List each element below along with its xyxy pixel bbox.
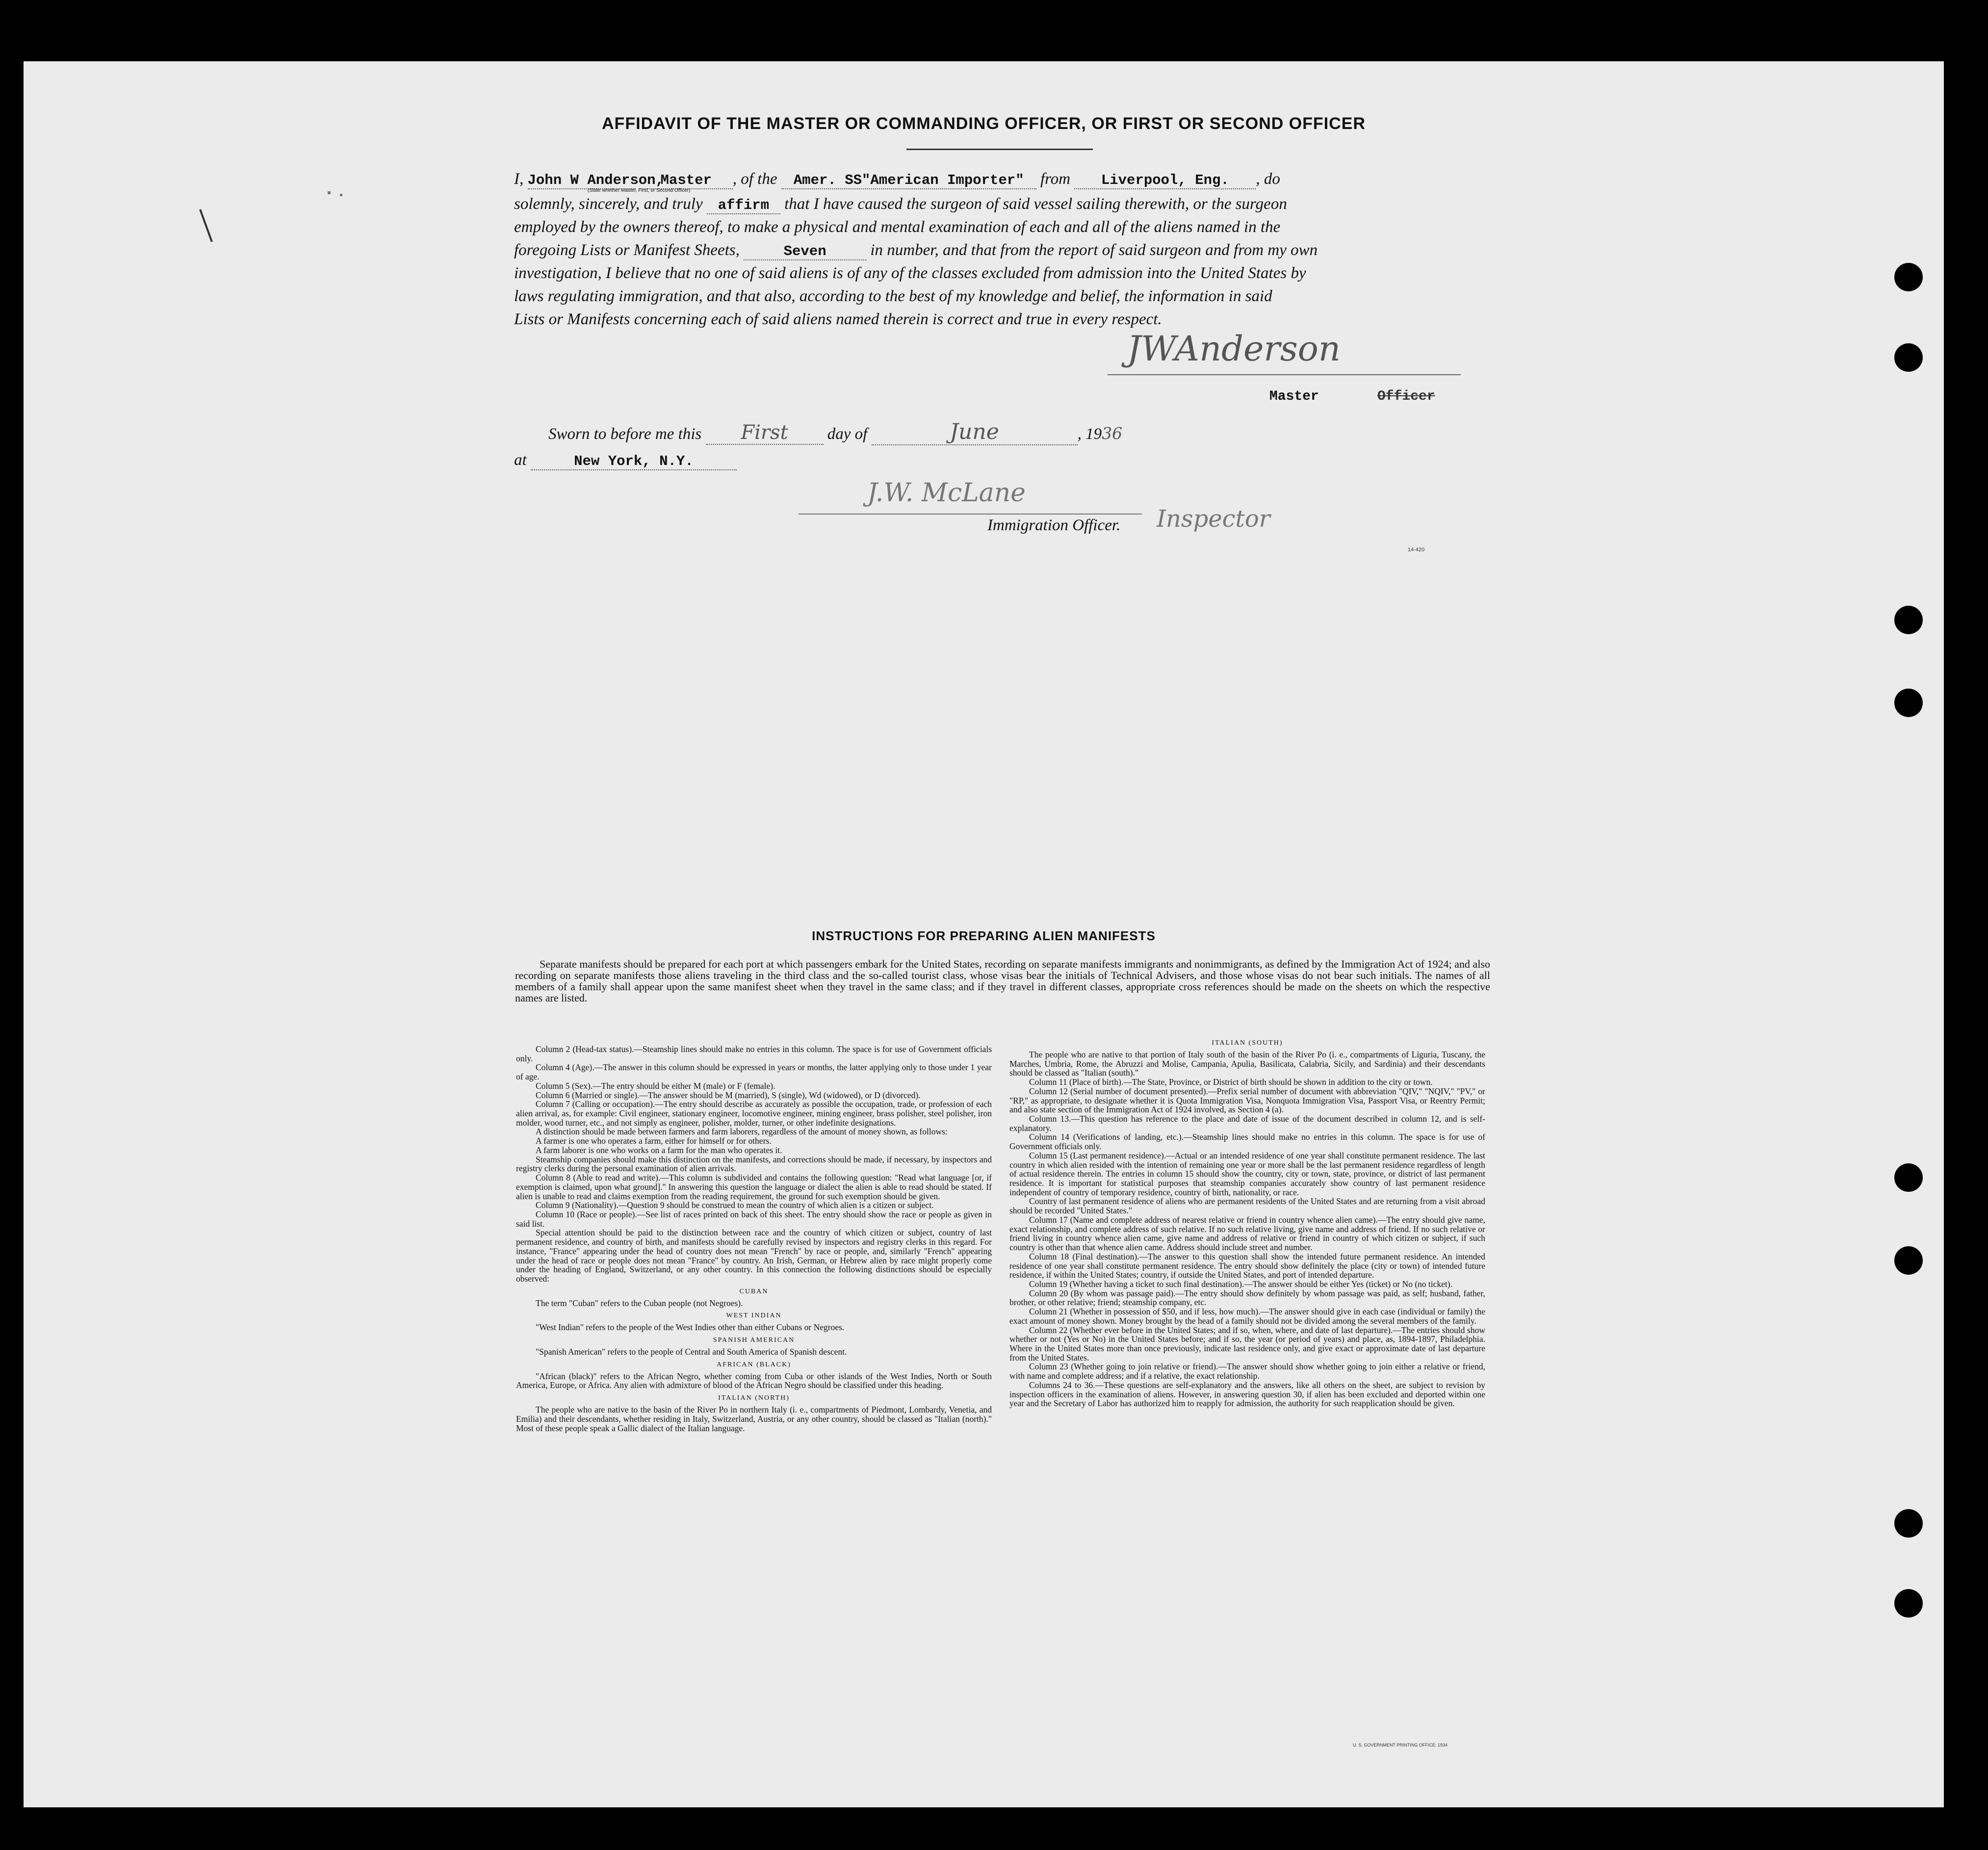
scratch-mark (199, 209, 213, 242)
binder-hole (1894, 689, 1923, 717)
instruction-paragraph: A farmer is one who operates a farm, either for himself or for others. (536, 1136, 772, 1146)
affidavit-line-5: investigation, I believe that no one of said aliens is of any of the classes excluded from admission into the United States by (514, 264, 1306, 282)
text-i: I, (514, 170, 524, 188)
speck (328, 191, 331, 194)
race-heading: WEST INDIAN (726, 1312, 782, 1320)
vessel-field: Amer. SS"American Importer" (781, 172, 1036, 189)
race-heading: ITALIAN (NORTH) (718, 1394, 790, 1402)
instruction-paragraph: Column 11 (Place of birth).—The State, Province, or District of birth should be shown in addition to the city or town. (1029, 1077, 1433, 1087)
binder-hole (1894, 1246, 1923, 1275)
instruction-paragraph: Column 13.—This question has reference to the place and date of issue of the document described in column 12, and is self-explanatory. (1009, 1114, 1485, 1133)
form-code: 14-420 (1408, 547, 1425, 553)
race-heading: CUBAN (739, 1287, 769, 1295)
race-heading: ITALIAN (SOUTH) (1212, 1039, 1283, 1047)
sworn-day-field: First (706, 421, 824, 445)
instruction-paragraph: The people who are native to that portion of Italy south of the basin of the River Po (i. e., compartments of Liguria, Tuscany, the Marches, Umbria, Rome, the Abruzzi and Molise, Campania, Apulia, Basilicata, Calabria, Sicily, and Sardinia) and their descendants should be classed as "Italian (south)." (1009, 1049, 1485, 1078)
text-year-prefix: , 19 (1077, 425, 1102, 443)
race-paragraph: "West Indian" refers to the people of the West Indies other than either Cubans or Negroes. (536, 1322, 845, 1333)
instruction-paragraph: Column 5 (Sex).—The entry should be either M (male) or F (female). (536, 1080, 775, 1091)
instruction-paragraph: Column 10 (Race or people).—See list of races printed on back of this sheet. The entry should show the race or people as given in said list. (516, 1209, 992, 1229)
instructions-title: INSTRUCTIONS FOR PREPARING ALIEN MANIFESTS (812, 928, 1156, 943)
signer-title: Master (1269, 389, 1319, 404)
manifest-page (24, 61, 1944, 1807)
master-signature: JWAnderson (1127, 329, 1341, 369)
port-field: Liverpool, Eng. (1074, 172, 1256, 189)
instruction-paragraph: Column 7 (Calling or occupation).—The entry should describe as accurately as possible the occupation, trade, or profession of each alien arrival, as, for example: Civil engineer, stationary engineer, locomotive engineer, mining engineer, brass polisher, steel polisher, iron molder, wood turner, etc., and not simply as engineer, polisher, molder, turner, or other indefinite designations. (516, 1099, 992, 1128)
race-paragraph: "African (black)" refers to the African Negro, whether coming from Cuba or other islands of the West Indies, North or South America, Europe, or Africa. Any alien with admixture of blood of the African Negro should be classified under this heading. (516, 1371, 992, 1390)
instruction-paragraph: Columns 24 to 36.—These questions are self-explanatory and the answers, like all others on the sheet, are subject to revision by inspection officers in the examination of aliens. However, in answering question 30, if alien has been excluded and deported within one year and the Secretary of Labor has authorized him to reapply for admission, the authority for such reapplication should be given. (1009, 1380, 1485, 1409)
instruction-paragraph: Column 9 (Nationality).—Question 9 should be construed to mean the country of which alien is a citizen or subject. (536, 1200, 934, 1210)
instructions-intro: Separate manifests should be prepared for each port at which passengers embark for the United States, recording on separate manifests immigrants and nonimmigrants, as defined by the Immigration Act of 1924; and also recording on separate manifests those aliens traveling in the third class and the so-called tourist class, whose visas bear the initials of Technical Advisers, and those whose visas do not bear such initials. The names of all members of a family shall appear upon the same manifest sheet when they travel in the same class; and if they travel in different classes, appropriate cross references should be made on the sheets on which the respective names are listed. (515, 958, 1490, 1004)
instruction-paragraph: Special attention should be paid to the distinction between race and the country of which citizen or subject, country of last permanent residence, and country of birth, and manifests should be carefully revised by inspectors and registry clerks in this regard. For instance, "France" appearing under the head of country does not mean "French" by race or people, and, similarly "French" appearing under the head of race or people does not mean "France" by country. An Irish, German, or Hebrew alien by race might properly come under the heading of England, Switzerland, or any other country. In this connection the following distinctions should be especially observed: (516, 1228, 992, 1284)
binder-hole (1894, 1509, 1923, 1538)
instruction-paragraph: Column 12 (Serial number of document presented).—Prefix serial number of document with abbreviation "QIV," "NQIV," "PV," or "RP," as appropriate, to designate whether it is Quota Immigration Visa, Nonquota Immigration Visa, Passport Visa, or Reentry Permit; and also state section of the Immigration Act of 1924 involved, as Section 4 (a). (1009, 1086, 1485, 1115)
instruction-paragraph: Country of last permanent residence of aliens who are permanent residents of the United States and are returning from a visit abroad should be recorded "United States." (1009, 1196, 1485, 1216)
place-field: New York, N.Y. (531, 453, 737, 470)
text-at: at (514, 451, 527, 469)
binder-hole (1894, 1589, 1923, 1618)
instruction-paragraph: Column 6 (Married or single).—The answer should be M (married), S (single), Wd (widowed), or D (divorced). (536, 1090, 921, 1100)
instruction-paragraph: Column 8 (Able to read and write).—This column is subdivided and contains the following question: "Read what language [or, if exemption is claimed, upon what ground]." In answering this question the language or dialect the alien is able to read should be stated. If alien is unable to read and claims exemption from the reading requirement, the ground for such exemption should be given. (516, 1173, 992, 1201)
sheets-field: Seven (744, 243, 866, 260)
affidavit-line-4 (514, 241, 1485, 260)
text-day-of: day of (827, 425, 868, 443)
officer-signature: J.W. McLane (867, 478, 1026, 508)
instruction-paragraph: Column 2 (Head-tax status).—Steamship lines should make no entries in this column. The space is for use of Government officials only. (516, 1044, 992, 1063)
affidavit-line-6: laws regulating immigration, and that also, according to the best of my knowledge and belief, the information in said (514, 287, 1272, 305)
binder-hole (1894, 343, 1923, 372)
race-paragraph: The people who are native to the basin of the River Po in northern Italy (i. e., compartments of Piedmont, Lombardy, Venetia, and Emilia) and their descendants, whether residing in Italy, Switzerland, Austria, or any other country, should be classed as "Italian (north)." Most of these people speak a Gallic dialect of the Italian language. (516, 1405, 992, 1433)
instruction-paragraph: Column 15 (Last permanent residence).—Actual or an intended residence of one year shall constitute permanent residence. The last country in which alien resided with the intention of remaining one year or more shall be the last permanent residence regardless of length of actual residence therein. The entries in column 15 should show the country, city or town, state, province, or district of last permanent residence. It is important for statistical purposes that steamship companies accurately show country of last permanent residence independent of country of temporary residence, country of birth, nationality, or race. (1009, 1150, 1485, 1197)
instruction-paragraph: Column 23 (Whether going to join relative or friend).—The answer should show whether going to join either a relative or friend, with name and complete address; and if a relative, the exact relationship. (1009, 1362, 1485, 1381)
text-line4b: in number, and that from the report of said surgeon and from my own (870, 241, 1318, 259)
affidavit-title: AFFIDAVIT OF THE MASTER OR COMMANDING OFFICER, OR FIRST OR SECOND OFFICER (602, 114, 1366, 133)
place-line (514, 451, 1485, 470)
speck (340, 194, 342, 196)
race-paragraph: "Spanish American" refers to the people of Central and South America of Spanish descent. (536, 1347, 847, 1357)
title-rule (906, 149, 1093, 150)
affidavit-line-2 (514, 195, 1485, 214)
instruction-paragraph: Column 17 (Name and complete address of nearest relative or friend in country whence alien came).—The entry should give name, exact relationship, and complete address of such relative. If no such relative living, give name and address of friend. If no such relative or friend living in country whence alien came, give name and address of relative or friend in country of which citizen or subject, if such country is other than that whence alien came. Address should include street and number. (1009, 1214, 1485, 1253)
affidavit-line-1 (514, 170, 1485, 189)
instruction-paragraph: A distinction should be made between farmers and farm laborers, regardless of the amount of money shown, as follows: (536, 1127, 948, 1137)
text-line2b: that I have caused the surgeon of said vessel sailing therewith, or the surgeon (784, 195, 1287, 213)
binder-hole (1894, 263, 1923, 291)
printer-imprint: U. S. GOVERNMENT PRINTING OFFICE: 1934 (1353, 1743, 1447, 1747)
race-heading: SPANISH AMERICAN (713, 1336, 795, 1344)
instruction-paragraph: Column 4 (Age).—The answer in this column should be expressed in years or months, the latter applying only to those under 1 year of age. (516, 1062, 992, 1082)
race-paragraph: The term "Cuban" refers to the Cuban people (not Negroes). (536, 1298, 743, 1308)
text-line4a: foregoing Lists or Manifest Sheets, (514, 241, 740, 259)
struck-officer-word: Officer (1377, 389, 1435, 404)
instruction-paragraph: Steamship companies should make this distinction on the manifests, and corrections should be made, if necessary, by inspectors and registry clerks during the personal examination of alien arrivals. (516, 1154, 992, 1174)
text-do: , do (1256, 170, 1280, 188)
text-from: from (1040, 170, 1071, 188)
text-of-the: , of the (732, 170, 777, 188)
instructions-right-column (1009, 1040, 1485, 1408)
race-heading: AFRICAN (BLACK) (717, 1361, 791, 1368)
sworn-year-field: 36 (1102, 424, 1123, 443)
instruction-paragraph: Column 14 (Verifications of landing, etc.).—Steamship lines should make no entries in this column. The space is for use of Government officials only. (1009, 1132, 1485, 1152)
officer-note: Inspector (1157, 505, 1270, 533)
verb-field: affirm (707, 197, 780, 214)
instruction-paragraph: Column 20 (By whom was passage paid).—The entry should show definitely by whom passage was paid, as self; husband, father, brother, or other relative; friend; steamship company, etc. (1009, 1288, 1485, 1308)
binder-hole (1894, 606, 1923, 634)
text-sworn: Sworn to before me this (548, 425, 702, 443)
signature-line (1108, 374, 1461, 375)
instruction-paragraph: A farm laborer is one who works on a farm for the man who operates it. (536, 1145, 782, 1155)
instruction-paragraph: Column 22 (Whether ever before in the United States; and if so, when, where, and date of last departure).—The entries should show whether or not (Yes or No) in the United States before; and if so, the year (or period of years) and place, as, 1894-1897, Philadelphia. Where in the United States more than once previously, indicate last residence only, and give exact or approximate date of last departure from the United States. (1009, 1325, 1485, 1362)
affidavit-line-3: employed by the owners thereof, to make a physical and mental examination of each and all of the aliens named in the (514, 218, 1281, 236)
sworn-month-field: June (872, 419, 1078, 445)
affidavit-line-7: Lists or Manifests concerning each of said aliens named therein is correct and true in every respect. (514, 310, 1162, 328)
instruction-paragraph: Column 19 (Whether having a ticket to such final destination).—The answer should be either Yes (ticket) or No (no ticket). (1029, 1279, 1453, 1289)
instruction-paragraph: Column 18 (Final destination).—The answer to this question shall show the intended future permanent residence. An intended residence of one year shall constitute permanent residence. The entry should show definitely the place (city or town) of intended future residence, if within the United States; country, if outside the United States, and port of intended departure. (1009, 1251, 1485, 1280)
rank-note: (State whether Master, First, or Second Officer) (588, 188, 691, 193)
binder-hole (1894, 1163, 1923, 1192)
rank-field: Master (640, 172, 733, 189)
officer-label: Immigration Officer. (987, 516, 1121, 534)
text-line2a: solemnly, sincerely, and truly (514, 195, 703, 213)
sworn-line (548, 419, 1520, 445)
instructions-left-column (516, 1045, 992, 1433)
instruction-paragraph: Column 21 (Whether in possession of $50, and if less, how much).—The answer should give in each case (individual or family) the exact amount of money shown. Money brought by the head of a family should not be divided among the several members of the family. (1009, 1307, 1485, 1326)
master-name-field: John W Anderson, (527, 172, 664, 188)
